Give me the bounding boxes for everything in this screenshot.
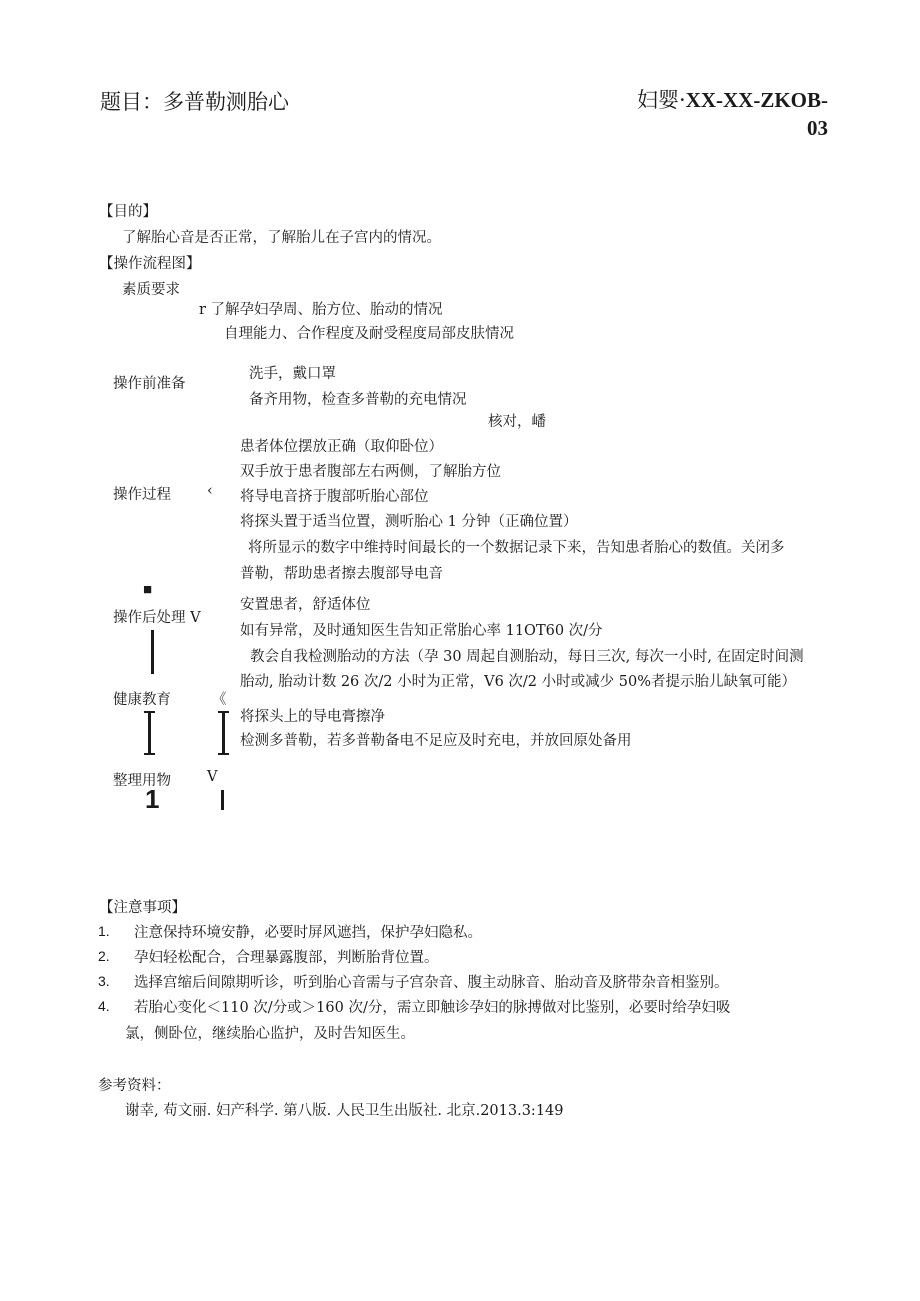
edu-mark: 《 bbox=[212, 692, 227, 708]
square-mark: ■ bbox=[143, 581, 153, 598]
process-line-2: 双手放于患者腹部左右两侧，了解胎方位 bbox=[240, 464, 501, 480]
edu-line-2: 胎动, 胎动计数 26 次/2 小时为正常，V6 次/2 小时或减少 50%者提示胎儿缺氧可能） bbox=[240, 674, 796, 690]
reference-text: 谢幸, 苟文丽. 妇产科学. 第八版. 人民卫生出版社. 北京.2013.3:149 bbox=[125, 1103, 564, 1119]
quality-line-1: r 了解孕妇孕周、胎方位、胎动的情况 bbox=[199, 302, 443, 318]
flow-bar-2-cap-top bbox=[144, 711, 155, 713]
note-number: 3. bbox=[98, 973, 110, 989]
clean-line-2: 检测多普勒，若多普勒备电不足应及时充电，并放回原处备用 bbox=[240, 733, 632, 749]
process-line-6: 普勒，帮助患者擦去腹部导电音 bbox=[240, 566, 443, 582]
edu-line-1: 教会自我检测胎动的方法（孕 30 周起自测胎动，每日三次, 每次一小时, 在固定时间测 bbox=[250, 649, 804, 665]
flow-bar-2-cap-bottom bbox=[144, 753, 155, 755]
document-code bbox=[616, 86, 828, 142]
clean-mark: V bbox=[207, 769, 218, 785]
process-line-5: 将所显示的数字中维持时间最长的一个数据记录下来，告知患者胎心的数值。关闭多 bbox=[248, 540, 785, 556]
note-text: 注意保持环境安静，必要时屏风遮挡，保护孕妇隐私。 bbox=[134, 925, 482, 941]
reference-heading: 参考资料： bbox=[98, 1078, 171, 1094]
flow-bar-3-cap-top bbox=[218, 711, 229, 713]
step-process: 操作过程 bbox=[113, 487, 171, 503]
clean-line-1: 将探头上的导电膏擦净 bbox=[240, 709, 385, 725]
process-line-4: 将探头置于适当位置，测听胎心 1 分钟（正确位置） bbox=[240, 514, 578, 530]
after-line-1: 安置患者，舒适体位 bbox=[240, 597, 371, 613]
after-line-2: 如有异常，及时通知医生告知正常胎心率 11OT60 次/分 bbox=[240, 623, 603, 639]
note-text: 孕妇轻松配合，合理暴露腹部，判断胎背位置。 bbox=[134, 950, 439, 966]
note-text: 选择宫缩后间隙期听诊，听到胎心音需与子宫杂音、腹主动脉音、胎动音及脐带杂音相鉴别。 bbox=[134, 975, 729, 991]
prep-line-3: 核对，嶓 bbox=[488, 414, 546, 430]
prep-line-2: 备齐用物，检查多普勒的充电情况 bbox=[249, 392, 467, 408]
step-prep: 操作前准备 bbox=[113, 376, 186, 392]
step-after: 操作后处理 V bbox=[113, 610, 201, 626]
prep-line-1: 洗手，戴口罩 bbox=[249, 366, 336, 382]
note-number: 2. bbox=[98, 948, 110, 964]
flow-bar-4 bbox=[221, 790, 224, 810]
flow-bar-1 bbox=[151, 630, 154, 674]
purpose-text: 了解胎心音是否正常，了解胎儿在子宫内的情况。 bbox=[122, 230, 441, 246]
purpose-heading: 【目的】 bbox=[99, 204, 157, 220]
bottom-mark: 1 bbox=[145, 784, 160, 814]
process-line-3: 将导电音挤于腹部听胎心部位 bbox=[240, 489, 429, 505]
step-clean: 整理用物 bbox=[113, 773, 171, 789]
step-edu: 健康教育 bbox=[113, 692, 171, 708]
code-suffix: 03 bbox=[807, 116, 828, 140]
note-text-continued: 氯，侧卧位，继续胎心监护，及时告知医生。 bbox=[125, 1026, 415, 1042]
note-number: 4. bbox=[98, 998, 110, 1014]
step-quality: 素质要求 bbox=[122, 282, 180, 298]
notes-heading: 【注意事项】 bbox=[99, 900, 186, 916]
process-line-1: 患者体位摆放正确（取仰卧位） bbox=[240, 439, 443, 455]
flow-bar-2 bbox=[148, 711, 151, 755]
flow-bar-3-cap-bottom bbox=[218, 753, 229, 755]
code-prefix: 妇婴· bbox=[636, 88, 686, 112]
quality-line-2: 自理能力、合作程度及耐受程度局部皮肤情况 bbox=[224, 326, 514, 342]
flowchart-heading: 【操作流程图】 bbox=[99, 256, 201, 272]
flow-bar-3 bbox=[222, 711, 225, 755]
note-number: 1. bbox=[98, 923, 110, 939]
document-title: 题目：多普勒测胎心 bbox=[100, 90, 289, 114]
note-text: 若胎心变化＜110 次/分或＞160 次/分，需立即触诊孕妇的脉搏做对比鉴别，必要时给孕妇吸 bbox=[134, 1000, 731, 1016]
code-main: XX-XX-ZKOB- bbox=[685, 88, 828, 112]
process-mark: ‹ bbox=[207, 483, 213, 499]
